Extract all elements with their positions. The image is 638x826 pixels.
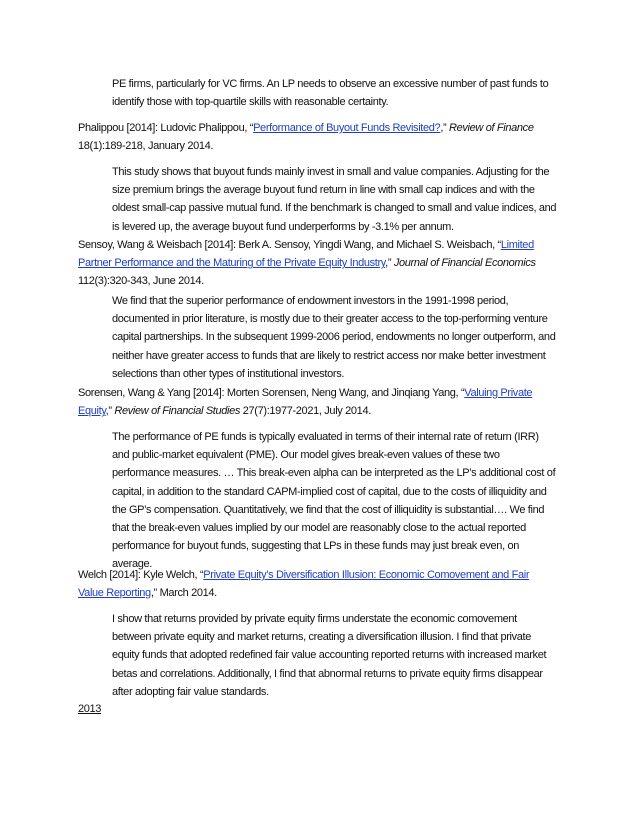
reference-author-text: Welch [2014]: Kyle Welch, “ <box>78 569 204 581</box>
reference-sorensen <box>78 384 556 420</box>
journal-name: Review of Financial Studies <box>114 405 241 418</box>
reference-citation-details: March 2014. <box>156 587 217 600</box>
paper-link-sorensen[interactable]: Valuing Private Equity <box>78 387 533 418</box>
paper-link-welch[interactable]: Private Equity’s Diversification Illusion: Economic Comovement and Fair Value Reporting <box>78 569 530 600</box>
reference-punctuation: ,” <box>150 587 157 600</box>
abstract-fragment: PE firms, particularly for VC firms. An LP needs to observe an excessive number of past funds to identify those with top-quartile skills with reasonable certainty. <box>112 78 549 109</box>
reference-citation-details: 18(1):189-218, January 2014. <box>78 140 214 153</box>
abstract-sensoy: We find that the superior performance of endowment investors in the 1991-1998 period, documented in prior literature, is mostly due to their greater access to the top-performing venture capital partnerships. In the subsequent 1999-2006 period, endowments no longer outperform, and neither have greater access to funds that are likely to restrict access nor make better investment selections than other types of institutional investors. <box>112 295 556 380</box>
paper-link-sensoy[interactable]: Limited Partner Performance and the Maturing of the Private Equity Industry <box>78 239 534 270</box>
reference-citation-details: 27(7):1977-2021, July 2014. <box>240 405 371 418</box>
reference-phalippou <box>78 119 556 155</box>
reference-punctuation: ,” <box>440 122 450 134</box>
reference-welch <box>78 566 556 602</box>
journal-name: Review of Finance <box>449 122 534 134</box>
journal-name: Journal of Financial Economics <box>393 257 536 270</box>
reference-author-text: Sensoy, Wang & Weisbach [2014]: Berk A. Sensoy, Yingdi Wang, and Michael S. Weisbach, “ <box>78 239 501 251</box>
reference-punctuation: ,” <box>105 405 115 418</box>
year-heading-2013: 2013 <box>78 703 102 715</box>
abstract-phalippou: This study shows that buyout funds mainly invest in small and value companies. Adjusting for the size premium brings the average buyout fund return in line with small cap indices and with the oldest small-cap passive mutual fund. If the benchmark is changed to small and value indices, and is levered up, the average buyout fund underperforms by -3.1% per annum. <box>112 166 557 233</box>
reference-author-text: Phalippou [2014]: Ludovic Phalippou, “ <box>78 122 254 134</box>
abstract-sorensen: The performance of PE funds is typically evaluated in terms of their internal rate of return (IRR) and public-market equivalent (PME). Our model gives break-even values of these two performance measures. … This break-even alpha can be interpreted as the LP’s additional cost of capital, in addition to the standard CAPM-implied cost of capital, due to the costs of illiquidity and the GP’s compensation. Quantitatively, we find that the cost of illiquidity is substantial…. We find that the break-even values implied by our model are reasonably close to the actual reported performance for buyout funds, suggesting that LPs in these funds may just break even, on average. <box>112 431 556 571</box>
reference-punctuation: ,” <box>385 257 394 270</box>
abstract-welch: I show that returns provided by private equity firms understate the economic comovement between private equity and market returns, creating a diversification illusion. I find that private equity funds that adopted redefined fair value accounting reported returns with increased market betas and correlations. Additionally, I find that abnormal returns to private equity firms disappear after adopting fair value standards. <box>112 613 547 698</box>
reference-sensoy <box>78 236 556 291</box>
reference-citation-details: 112(3):320-343, June 2014. <box>78 275 204 288</box>
paper-link-phalippou[interactable]: Performance of Buyout Funds Revisited? <box>253 122 441 134</box>
reference-author-text: Sorensen, Wang & Yang [2014]: Morten Sorensen, Neng Wang, and Jinqiang Yang, “ <box>78 387 465 399</box>
